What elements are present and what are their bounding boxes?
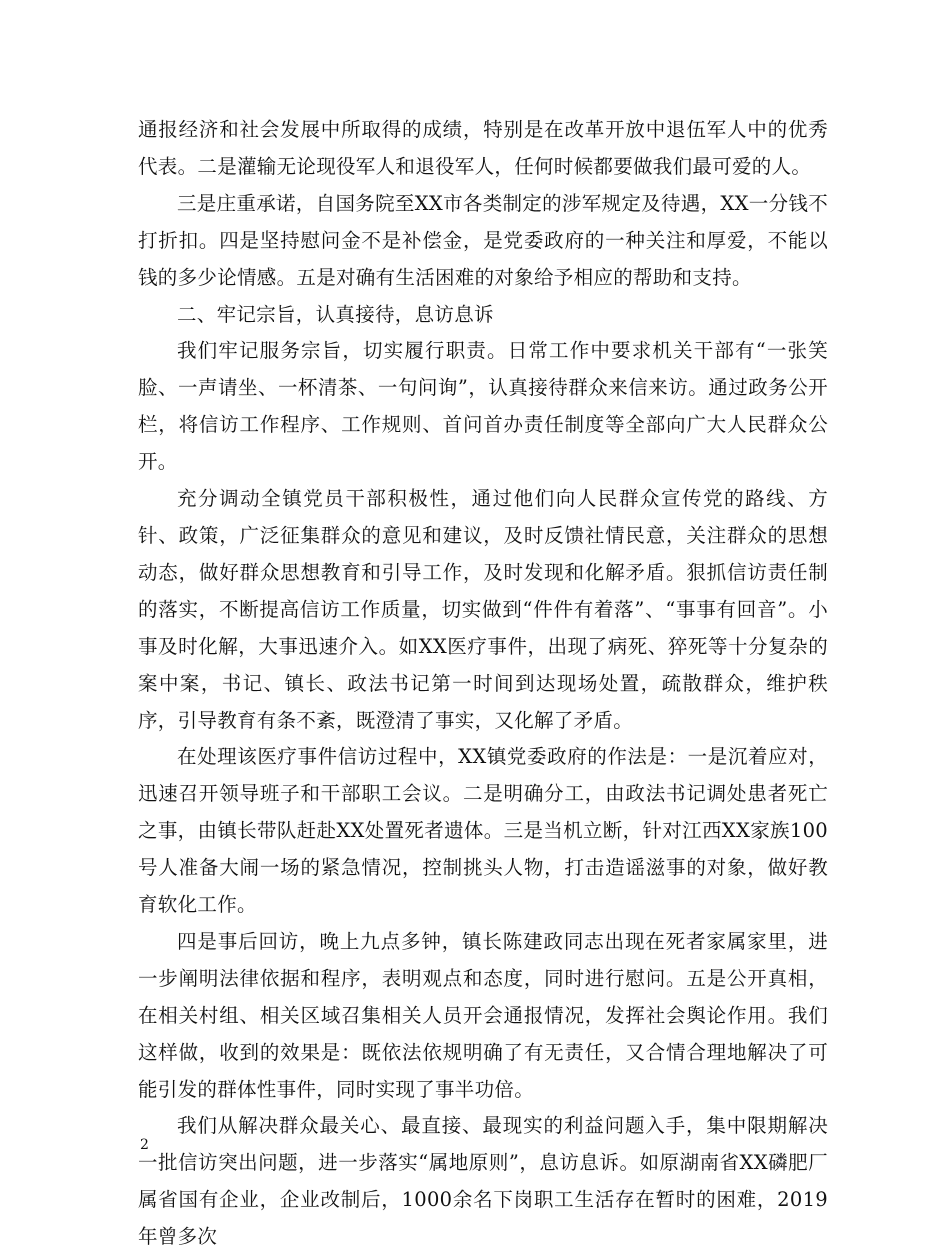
paragraph-3: 我们牢记服务宗旨，切实履行职责。日常工作中要求机关干部有“一张笑脸、一声请坐、一杯清茶、一句问询”，认真接待群众来信来访。通过政务公开栏，将信访工作程序、工作规则、首问首办责任制度等全部向广大人民群众公开。	[138, 339, 828, 474]
paragraph-5: 在处理该医疗事件信访过程中，XX镇党委政府的作法是：一是沉着应对，迅速召开领导班子和干部职工会议。二是明确分工，由政法书记调处患者死亡之事，由镇长带队赶赴XX处置死者遗体。三是当机立断，针对江西XX家族100号人准备大闹一场的紧急情况，控制挑头人物，打击造谣滋事的对象，做好教育软化工作。	[138, 745, 828, 917]
paragraph-4: 充分调动全镇党员干部积极性，通过他们向人民群众宣传党的路线、方针、政策，广泛征集群众的意见和建议，及时反馈社情民意，关注群众的思想动态，做好群众思想教育和引导工作，及时发现和化解矛盾。狠抓信访责任制的落实，不断提高信访工作质量，切实做到“件件有着落”、“事事有回音”。小事及时化解，大事迅速介入。如XX医疗事件，出现了病死、猝死等十分复杂的案中案，书记、镇长、政法书记第一时间到达现场处置，疏散群众，维护秩序，引导教育有条不紊，既澄清了事实，又化解了矛盾。	[138, 487, 828, 732]
paragraph-6: 四是事后回访，晚上九点多钟，镇长陈建政同志出现在死者家属家里，进一步阐明法律依据和程序，表明观点和态度，同时进行慰问。五是公开真相，在相关村组、相关区域召集相关人员开会通报情况，发挥社会舆论作用。我们这样做，收到的效果是：既依法依规明确了有无责任，又合情合理地解决了可能引发的群体性事件，同时实现了事半功倍。	[138, 929, 828, 1101]
section-heading: 二、牢记宗旨，认真接待，息访息诉	[177, 302, 494, 326]
paragraph-7: 我们从解决群众最关心、最直接、最现实的利益问题入手，集中限期解决一批信访突出问题，进一步落实“属地原则”，息访息诉。如原湖南省XX磷肥厂属省国有企业，企业改制后，1000余名下岗职工生活存在暂时的困难，2019年曾多次	[138, 1114, 828, 1249]
page-number: 2	[140, 1137, 149, 1153]
paragraph-2: 三是庄重承诺，自国务院至XX市各类制定的涉军规定及待遇，XX一分钱不打折扣。四是坚持慰问金不是补偿金，是党委政府的一种关注和厚爱，不能以钱的多少论情感。五是对确有生活困难的对象给予相应的帮助和支持。	[138, 191, 828, 289]
paragraph-1: 通报经济和社会发展中所取得的成绩，特别是在改革开放中退伍军人中的优秀代表。二是灌输无论现役军人和退役军人，任何时候都要做我们最可爱的人。	[138, 118, 828, 178]
document-body	[138, 112, 828, 1256]
